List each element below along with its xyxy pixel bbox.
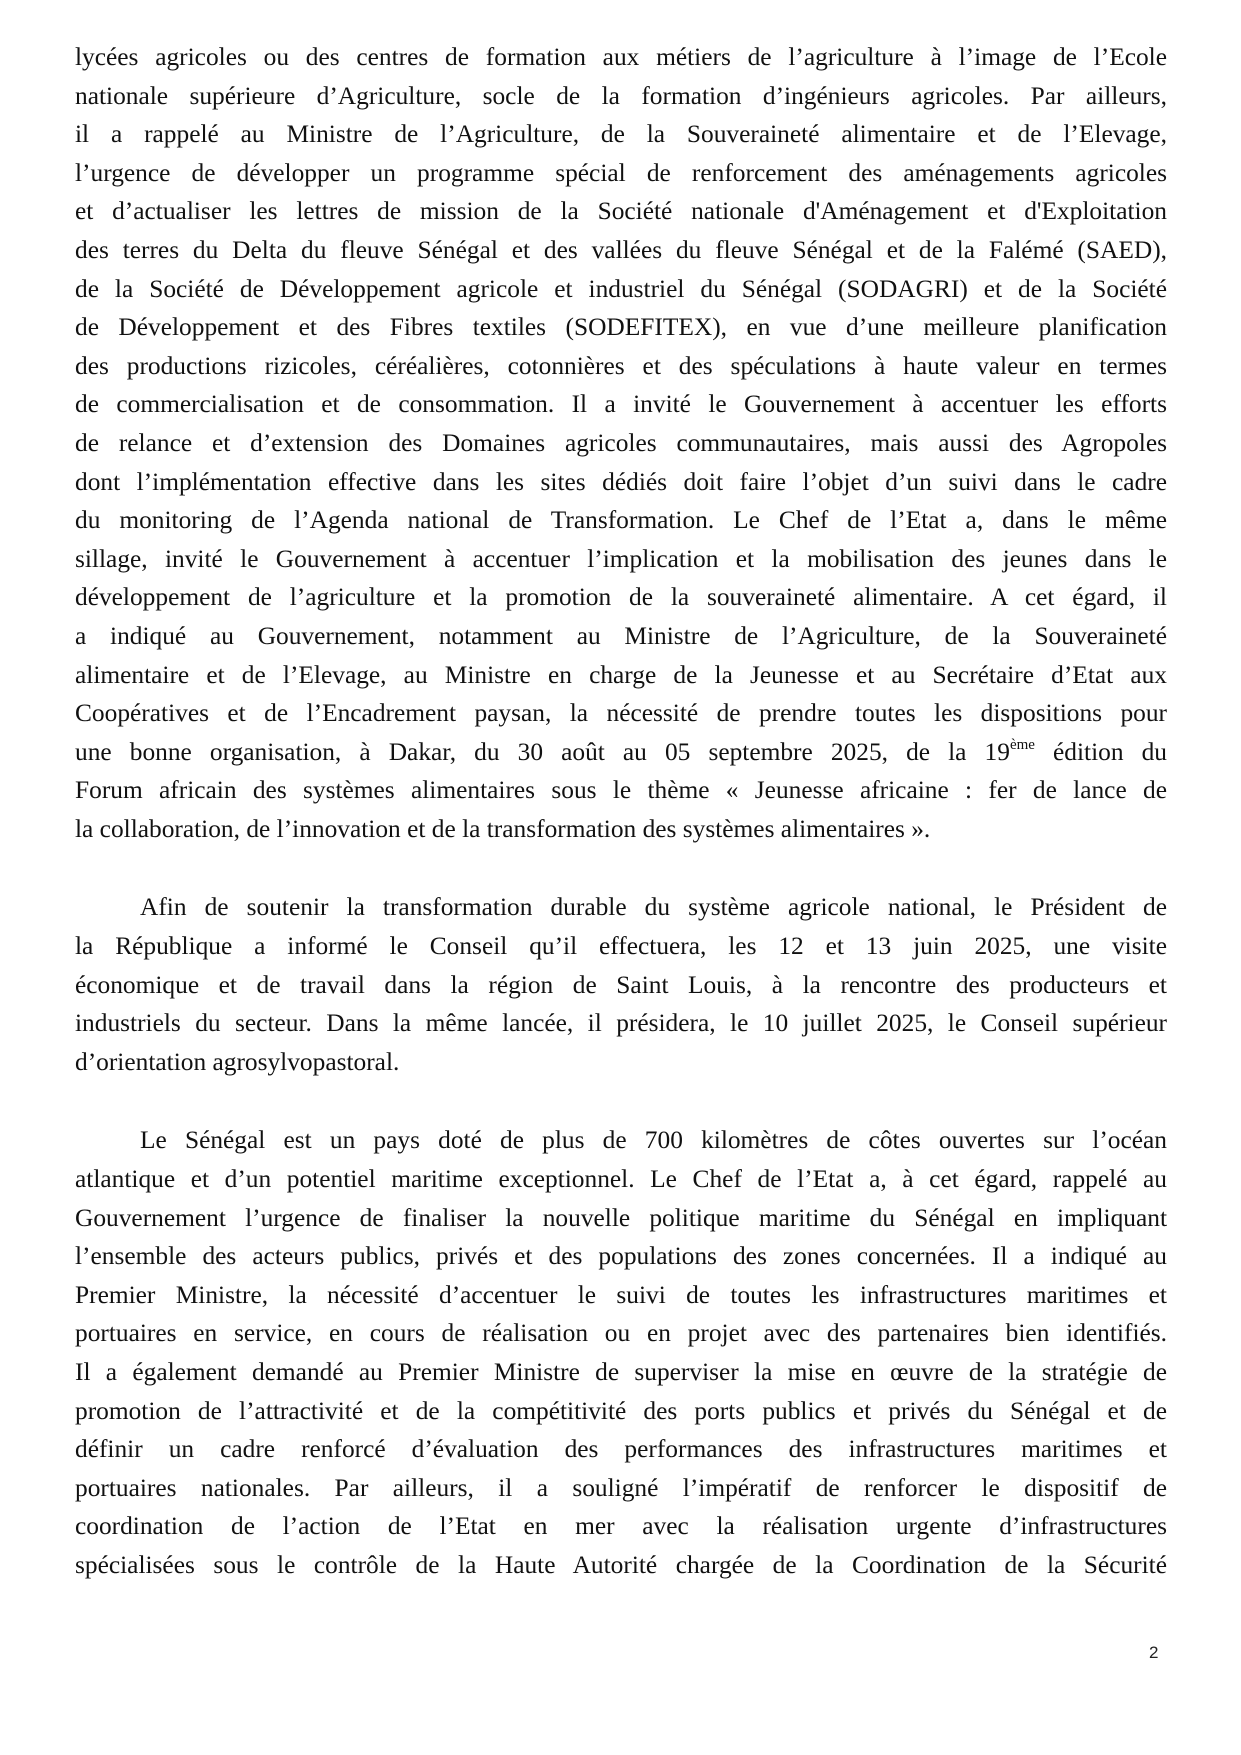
text-segment: une bonne organisation, à Dakar, du 30 août au 05 septembre 2025, de la 19 (75, 737, 1010, 766)
text-line: d’orientation agrosylvopastoral. (75, 1047, 400, 1076)
text-line: Le Sénégal est un pays doté de plus de 700 kilomètres de côtes ouvertes sur l’océan (140, 1126, 1167, 1155)
text-line: Coopératives et de l’Encadrement paysan, la nécessité de prendre toutes les dispositions pour (75, 699, 1167, 728)
text-line-with-superscript (75, 733, 1167, 772)
text-line: de commercialisation et de consommation. Il a invité le Gouvernement à accentuer les efforts (75, 390, 1167, 419)
text-line: promotion de l’attractivité et de la compétitivité des ports publics et privés du Sénégal et de (75, 1396, 1167, 1425)
text-line: de Développement et des Fibres textiles (SODEFITEX), en vue d’une meilleure planification (75, 313, 1167, 342)
paragraph-gap (75, 1081, 1167, 1121)
text-line: et d’actualiser les lettres de mission de la Société nationale d'Aménagement et d'Exploitation (75, 197, 1167, 226)
paragraph-agriculture (75, 38, 1167, 848)
text-line: alimentaire et de l’Elevage, au Ministre en charge de la Jeunesse et au Secrétaire d’Etat aux (75, 660, 1167, 689)
text-line: a indiqué au Gouvernement, notamment au Ministre de l’Agriculture, de la Souveraineté (75, 621, 1167, 650)
text-line: des productions rizicoles, céréalières, cotonnières et des spéculations à haute valeur en termes (75, 351, 1167, 380)
document-page (75, 38, 1167, 1585)
text-line: portuaires nationales. Par ailleurs, il a souligné l’impératif de renforcer le dispositif de (75, 1473, 1167, 1502)
text-line: la collaboration, de l’innovation et de la transformation des systèmes alimentaires ». (75, 814, 931, 843)
text-line: économique et de travail dans la région de Saint Louis, à la rencontre des producteurs et (75, 970, 1167, 999)
text-line: de la Société de Développement agricole et industriel du Sénégal (SODAGRI) et de la Société (75, 274, 1167, 303)
text-line: coordination de l’action de l’Etat en mer avec la réalisation urgente d’infrastructures (75, 1512, 1167, 1541)
text-line: Afin de soutenir la transformation durable du système agricole national, le Président de (140, 893, 1167, 922)
paragraph-saint-louis-visit (75, 888, 1167, 1081)
superscript-ordinal: ème (1009, 736, 1035, 753)
text-line: dont l’implémentation effective dans les sites dédiés doit faire l’objet d’un suivi dans le cadre (75, 467, 1167, 496)
text-line: Gouvernement l’urgence de finaliser la nouvelle politique maritime du Sénégal en impliquant (75, 1203, 1167, 1232)
paragraph-maritime-policy (75, 1121, 1167, 1584)
text-line: Premier Ministre, la nécessité d’accentuer le suivi de toutes les infrastructures maritimes et (75, 1280, 1167, 1309)
text-line: portuaires en service, en cours de réalisation ou en projet avec des partenaires bien identifiés. (75, 1319, 1167, 1348)
text-line: spécialisées sous le contrôle de la Haute Autorité chargée de la Coordination de la Sécurité (75, 1550, 1167, 1579)
text-line: sillage, invité le Gouvernement à accentuer l’implication et la mobilisation des jeunes dans le (75, 544, 1167, 573)
text-line: lycées agricoles ou des centres de formation aux métiers de l’agriculture à l’image de l’Ecole (75, 43, 1167, 71)
text-line: l’urgence de développer un programme spécial de renforcement des aménagements agricoles (75, 158, 1167, 187)
paragraph-gap (75, 848, 1167, 888)
text-line: la République a informé le Conseil qu’il effectuera, les 12 et 13 juin 2025, une visite (75, 932, 1167, 961)
text-line: des terres du Delta du fleuve Sénégal et des vallées du fleuve Sénégal et de la Falémé (SAED), (75, 235, 1167, 264)
text-line: développement de l’agriculture et la promotion de la souveraineté alimentaire. A cet égard, il (75, 583, 1167, 612)
text-line: l’ensemble des acteurs publics, privés et des populations des zones concernées. Il a indiqué au (75, 1242, 1167, 1271)
text-line: Il a également demandé au Premier Ministre de superviser la mise en œuvre de la stratégie de (75, 1358, 1167, 1386)
text-line: du monitoring de l’Agenda national de Transformation. Le Chef de l’Etat a, dans le même (75, 506, 1167, 535)
text-line: il a rappelé au Ministre de l’Agriculture, de la Souveraineté alimentaire et de l’Elevage, (75, 120, 1167, 149)
text-line: définir un cadre renforcé d’évaluation des performances des infrastructures maritimes et (75, 1435, 1167, 1464)
page-number: 2 (1149, 1643, 1159, 1662)
text-line: industriels du secteur. Dans la même lancée, il présidera, le 10 juillet 2025, le Conseil supérieur (75, 1009, 1167, 1038)
text-line: atlantique et d’un potentiel maritime exceptionnel. Le Chef de l’Etat a, à cet égard, rappelé au (75, 1165, 1167, 1194)
text-line: nationale supérieure d’Agriculture, socle de la formation d’ingénieurs agricoles. Par ailleurs, (75, 81, 1167, 110)
text-line: de relance et d’extension des Domaines agricoles communautaires, mais aussi des Agropoles (75, 428, 1167, 457)
text-line: Forum africain des systèmes alimentaires sous le thème « Jeunesse africaine : fer de lance de (75, 776, 1167, 805)
text-segment: édition du (1034, 737, 1168, 766)
